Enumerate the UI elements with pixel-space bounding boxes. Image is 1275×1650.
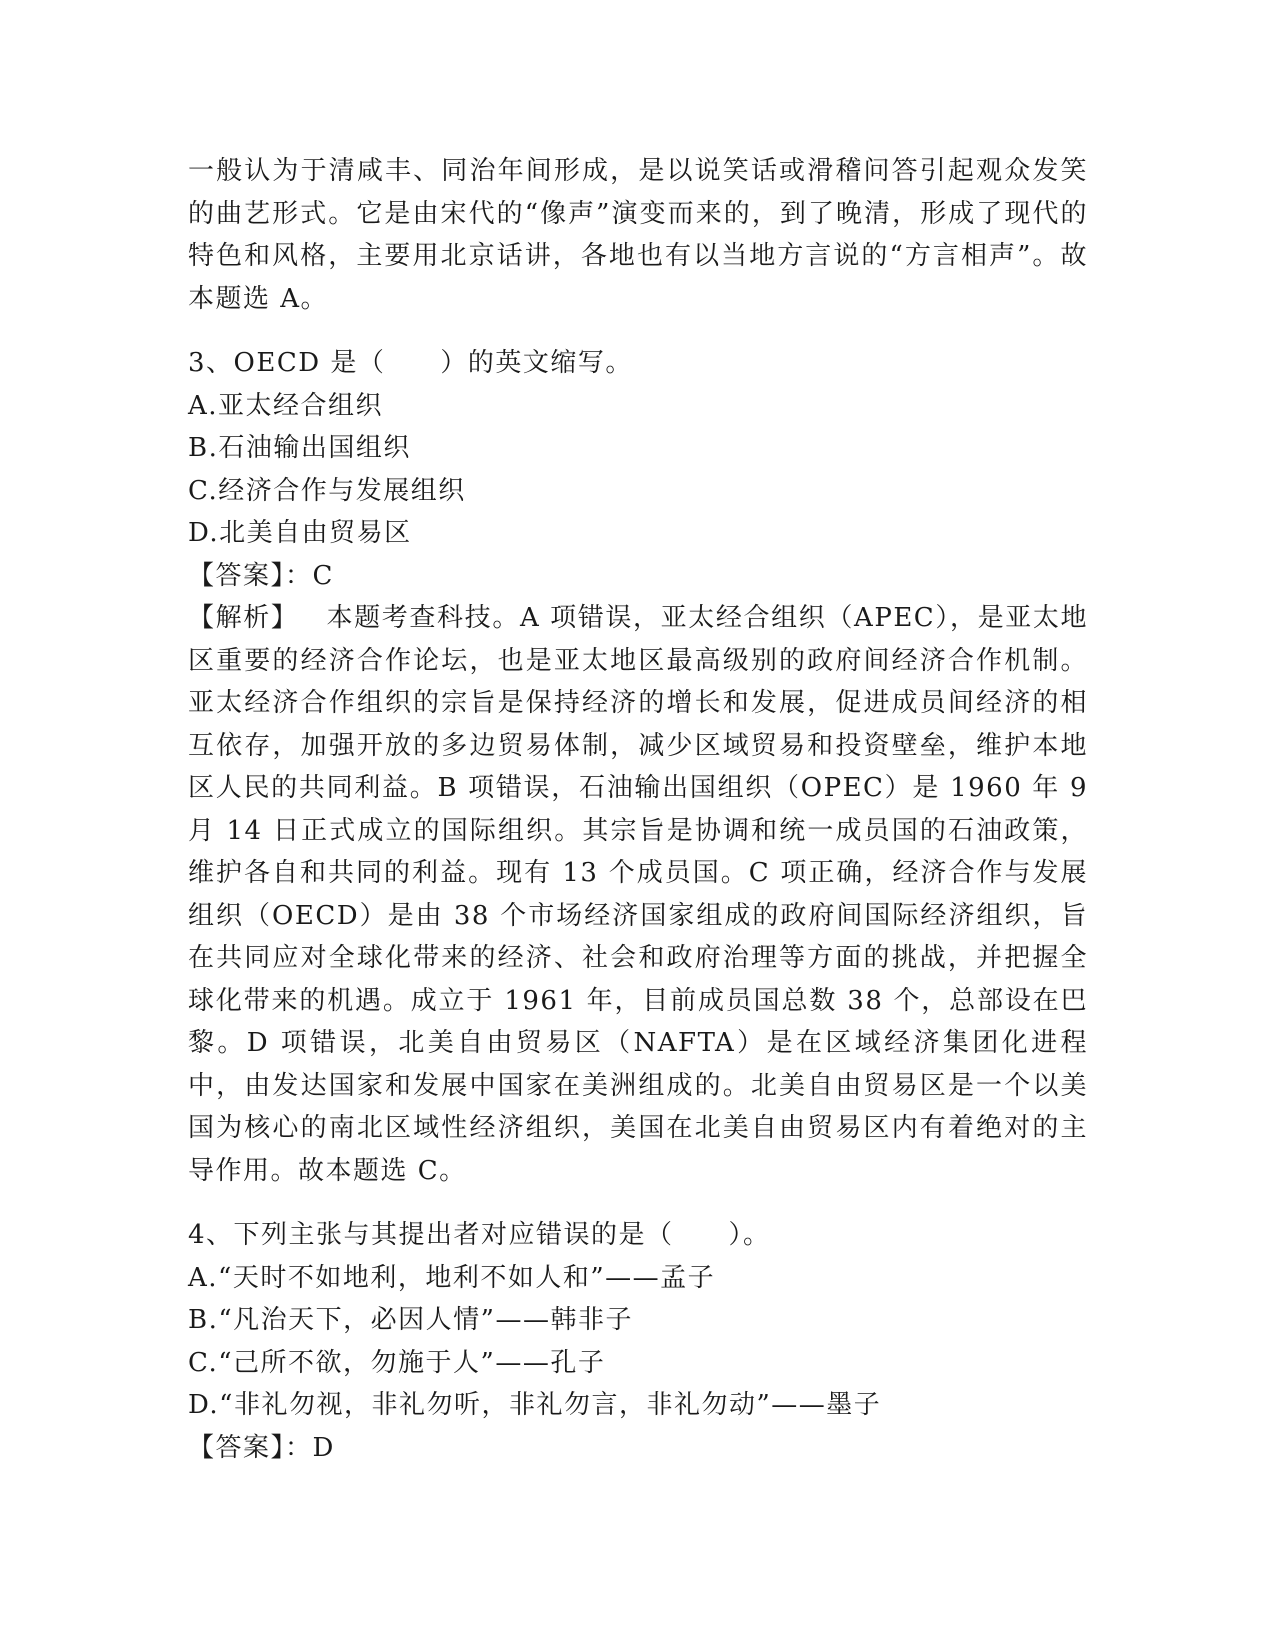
- option-a: A.亚太经合组织: [188, 390, 384, 421]
- option-c: C.经济合作与发展组织: [188, 475, 466, 506]
- option-c: C.“己所不欲，勿施于人”——孔子: [188, 1347, 606, 1378]
- option-b: B.石油输出国组织: [188, 433, 411, 463]
- option-d: D.“非礼勿视，非礼勿听，非礼勿言，非礼勿动”——墨子: [188, 1390, 882, 1420]
- document-page: [188, 150, 1088, 1469]
- question-stem: 3、OECD 是（ ）的英文缩写。: [188, 348, 633, 378]
- option-b: B.“凡治天下，必因人情”——韩非子: [188, 1305, 633, 1335]
- analysis-label: 【解析】: [188, 603, 299, 633]
- option-a: A.“天时不如地利，地利不如人和”——孟子: [188, 1262, 716, 1293]
- answer-line: 【答案】：C: [188, 560, 334, 591]
- analysis-paragraph: [188, 597, 1088, 1192]
- question-3: [188, 342, 1088, 1192]
- option-d: D.北美自由贸易区: [188, 518, 412, 548]
- intro-explanation: 一般认为于清咸丰、同治年间形成，是以说笑话或滑稽问答引起观众发笑的曲艺形式。它是由宋代的“像声”演变而来的，到了晚清，形成了现代的特色和风格，主要用北京话讲，各地也有以当地方言说的“方言相声”。故本题选 A。: [188, 156, 1088, 314]
- question-stem: 4、下列主张与其提出者对应错误的是（ ）。: [188, 1220, 771, 1250]
- spacer: [188, 320, 1088, 342]
- answer-line: 【答案】：D: [188, 1432, 335, 1463]
- analysis-text: 本题考查科技。A 项错误，亚太经合组织（APEC），是亚太地区重要的经济合作论坛，也是亚太地区最高级别的政府间经济合作机制。亚太经济合作组织的宗旨是保持经济的增长和发展，促进成员间经济的相互依存，加强开放的多边贸易体制，减少区域贸易和投资壁垒，维护本地区人民的共同利益。B 项错误，石油输出国组织（OPEC）是 1960 年 9 月 14 日正式成立的国际组织。其宗旨是协调和统一成员国的石油政策，维护各自和共同的利益。现有 13 个成员国。C 项正确，经济合作与发展组织（OECD）是由 38 个市场经济国家组成的政府间国际经济组织，旨在共同应对全球化带来的经济、社会和政府治理等方面的挑战，并把握全球化带来的机遇。成立于 1961 年，目前成员国总数 38 个，总部设在巴黎。D 项错误，北美自由贸易区（NAFTA）是在区域经济集团化进程中，由发达国家和发展中国家在美洲组成的。北美自由贸易区是一个以美国为核心的南北区域性经济组织，美国在北美自由贸易区内有着绝对的主导作用。故本题选 C。: [188, 603, 1088, 1186]
- question-4: [188, 1214, 1088, 1469]
- spacer: [188, 1192, 1088, 1214]
